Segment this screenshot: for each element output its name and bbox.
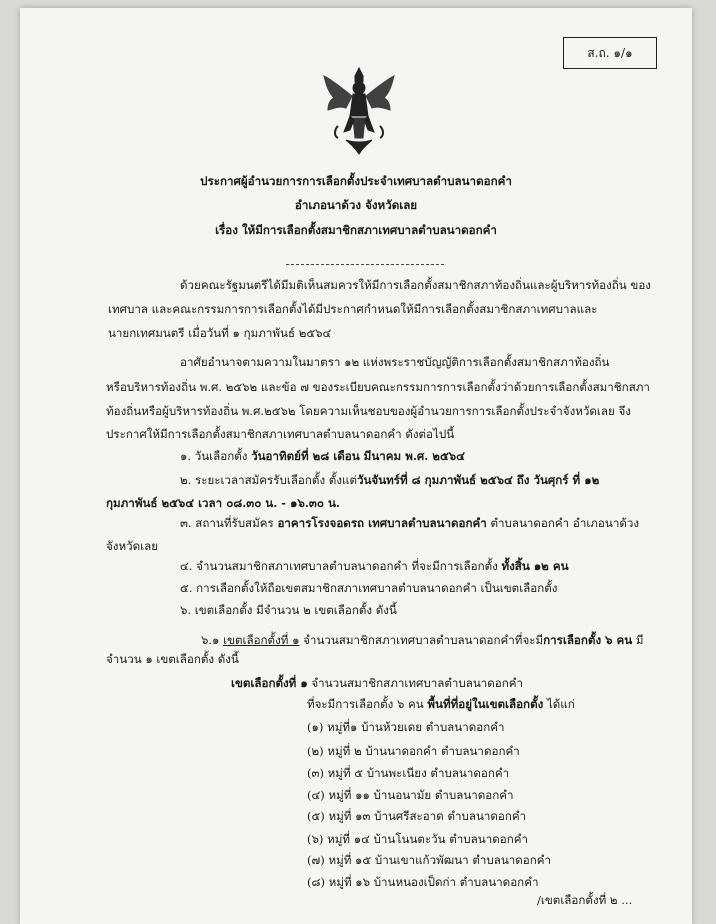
continuation-note: /เขตเลือกตั้งที่ ๒ ... [537, 893, 633, 907]
member-count-value: ทั้งสิ้น ๑๒ คน [501, 559, 569, 573]
item-application-period [180, 470, 599, 490]
item-label: ๓. สถานที่รับสมัคร [180, 516, 278, 530]
item-electoral-area: ๕. การเลือกตั้งให้ถือเขตสมาชิกสภาเทศบาลตำบลนาดอกคำ เป็นเขตเลือกตั้ง [180, 581, 558, 595]
item-electoral-zones: ๖. เขตเลือกตั้ง มีจำนวน ๒ เขตเลือกตั้ง ดังนี้ [180, 603, 397, 617]
header-title: ประกาศผู้อำนวยการการเลือกตั้งประจำเทศบาลตำบลนาดอกคำ [200, 174, 512, 188]
item-label: ๑. วันเลือกตั้ง [180, 449, 252, 463]
zone-1-tail: มี [632, 633, 644, 647]
application-place-value: อาคารโรงจอดรถ เทศบาลตำบลนาดอกคำ [277, 516, 487, 530]
item-label: ๖.๑ [201, 633, 224, 647]
village-item: (๓) หมู่ที่ ๕ บ้านพะเนียง ตำบลนาดอกคำ [307, 766, 510, 780]
village-item: (๔) หมู่ที่ ๑๑ บ้านอนามัย ตำบลนาดอกคำ [307, 788, 514, 802]
zone-1-heading [231, 673, 523, 693]
item-label: ๔. จำนวนสมาชิกสภาเทศบาลตำบลนาดอกคำ ที่จะมีการเลือกตั้ง [180, 559, 502, 573]
zone-1-area-count: ที่จะมีการเลือกตั้ง ๖ คน [307, 697, 428, 711]
application-place-rest: ตำบลนาดอกคำ อำเภอนาด้วง [486, 516, 640, 530]
zone-1-area-bold: พื้นที่ที่อยู่ในเขตเลือกตั้ง [427, 697, 544, 711]
application-place-line-2: จังหวัดเลย [106, 539, 158, 553]
zone-1-line-2: จำนวน ๑ เขตเลือกตั้ง ดังนี้ [106, 652, 239, 666]
zone-1-count: การเลือกตั้ง ๖ คน [543, 633, 633, 647]
document-code-box: ส.ถ. ๑/๑ [563, 37, 657, 69]
zone-1-text: จำนวนสมาชิกสภาเทศบาลตำบลนาดอกคำที่จะมี [299, 633, 544, 647]
zone-1-heading-rest: จำนวนสมาชิกสภาเทศบาลตำบลนาดอกคำ [307, 676, 524, 690]
village-item: (๑) หมู่ที่๑ บ้านห้วยเดย ตำบลนาดอกคำ [307, 720, 505, 734]
authority-line-1: อาศัยอำนาจตามความในมาตรา ๑๒ แห่งพระราชบัญญัติการเลือกตั้งสมาชิกสภาท้องถิ่น [180, 355, 610, 369]
intro-line-1: ด้วยคณะรัฐมนตรีได้มีมติเห็นสมควรให้มีการเลือกตั้งสมาชิกสภาท้องถิ่นและผู้บริหารท้องถิ่น ของ [180, 278, 651, 292]
item-application-place [180, 513, 639, 533]
authority-line-4: ประกาศให้มีการเลือกตั้งสมาชิกสภาเทศบาลตำบลนาดอกคำ ดังต่อไปนี้ [106, 427, 455, 441]
intro-line-3: นายกเทศมนตรี เมื่อวันที่ ๑ กุมภาพันธ์ ๒๕๖๔ [108, 326, 332, 340]
village-item: (๖) หมู่ที่ ๑๔ บ้านโนนตะวัน ตำบลนาดอกคำ [307, 832, 528, 846]
zone-1-heading-bold: เขตเลือกตั้งที่ ๑ [231, 676, 308, 690]
item-label: ๒. ระยะเวลาสมัครรับเลือกตั้ง ตั้งแต่ [180, 473, 357, 487]
header-subject: เรื่อง ให้มีการเลือกตั้งสมาชิกสภาเทศบาลตำบลนาดอกคำ [215, 223, 497, 237]
election-date-value: วันอาทิตย์ที่ ๒๘ เดือน มีนาคม พ.ศ. ๒๕๖๔ [251, 449, 465, 463]
authority-line-2: หรือบริหารท้องถิ่น พ.ศ. ๒๕๖๒ และข้อ ๗ ของระเบียบคณะกรรมการการเลือกตั้งว่าด้วยการเลือกตั้งสมาชิกสภา [106, 380, 650, 394]
village-item: (๒) หมู่ที่ ๒ บ้านนาดอกคำ ตำบลนาดอกคำ [307, 744, 520, 758]
village-item: (๕) หมู่ที่ ๑๓ บ้านศรีสะอาด ตำบลนาดอกคำ [307, 809, 527, 823]
header-district: อำเภอนาด้วง จังหวัดเลย [294, 198, 418, 212]
header-divider [286, 264, 444, 265]
item-zone-1 [201, 630, 644, 650]
application-period-line-2: กุมภาพันธ์ ๒๕๖๔ เวลา ๐๘.๓๐ น. - ๑๖.๓๐ น. [106, 496, 340, 510]
garuda-emblem-icon [320, 66, 398, 156]
village-item: (๗) หมู่ที่ ๑๕ บ้านเขาแก้วพัฒนา ตำบลนาดอกคำ [307, 853, 552, 867]
village-item: (๘) หมู่ที่ ๑๖ บ้านหนองเป็ดก่า ตำบลนาดอกคำ [307, 875, 539, 889]
zone-1-area-tail: ได้แก่ [543, 697, 575, 711]
authority-line-3: ท้องถิ่นหรือผู้บริหารท้องถิ่น พ.ศ.๒๕๖๒ โดยความเห็นชอบของผู้อำนวยการการเลือกตั้งประจำจังหวัดเลย จึง [106, 404, 631, 418]
intro-line-2: เทศบาล และคณะกรรมการการเลือกตั้งได้มีประกาศกำหนดให้มีการเลือกตั้งสมาชิกสภาเทศบาลและ [108, 302, 598, 316]
item-election-date [180, 446, 465, 466]
item-member-count [180, 556, 569, 576]
document-page [20, 8, 692, 924]
zone-1-area-line [307, 694, 575, 714]
application-period-value: วันจันทร์ที่ ๘ กุมภาพันธ์ ๒๕๖๔ ถึง วันศุกร์ ที่ ๑๒ [356, 473, 600, 487]
zone-1-title: เขตเลือกตั้งที่ ๑ [223, 633, 300, 647]
